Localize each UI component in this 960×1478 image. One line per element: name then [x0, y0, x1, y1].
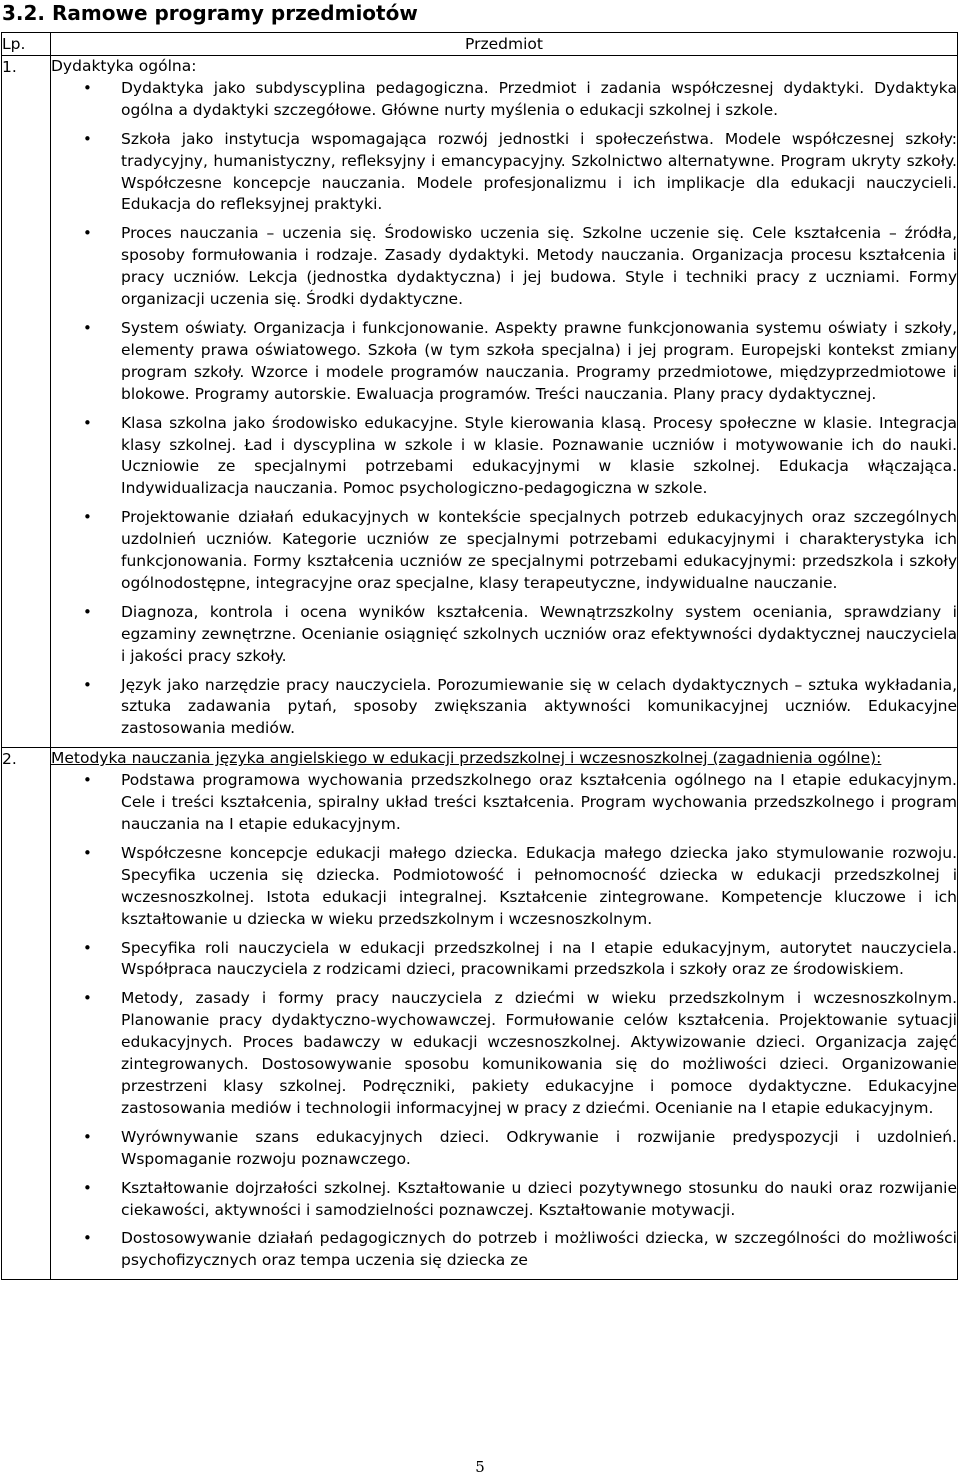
row-number: 2.: [2, 748, 51, 1280]
topic-text: Wyrównywanie szans edukacyjnych dzieci. Odkrywanie i rozwijanie predyspozycji i uzdolnień. Wspomaganie rozwoju poznawczego.: [121, 1127, 957, 1168]
topic-text: Metody, zasady i formy pracy nauczyciela z dziećmi w wieku przedszkolnym i wczesnoszkolnym. Planowanie pracy dydaktyczno-wychowawczej. Formułowanie celów kształcenia. Projektowanie sytuacji edukacyjnych. Proces badawczy w edukacji wczesnoszkolnej. Aktywizowanie dzieci. Organizacja zajęć zintegrowanych. Dostosowywanie sposobu komunikowania się do możliwości dzieci. Organizowanie przestrzeni klasy szkolnej. Podręczniki, pakiety edukacyjne i pomoce dydaktyczne. Edukacyjne zastosowania mediów i technologii informacyjnej w pracy z dziećmi. Ocenianie na I etapie edukacyjnym.: [121, 989, 957, 1117]
curriculum-table: [1, 32, 958, 1280]
bullet-icon: •: [83, 602, 92, 621]
topic-text: Proces nauczania – uczenia się. Środowisko uczenia się. Szkolne uczenie się. Cele kształcenia – źródła, sposoby formułowania i rodzaje. Zasady dydaktyki. Metody nauczania. Organizacja procesu kształcenia i pracy uczniów. Lekcja (jednostka dydaktyczna) i jej budowa. Style i techniki pracy z uczniami. Formy organizacji uczenia się. Środki dydaktyczne.: [121, 224, 957, 309]
bullet-icon: •: [83, 318, 92, 337]
list-item: [51, 223, 957, 311]
row-content: [51, 748, 958, 1280]
table-row: [2, 56, 958, 748]
topic-text: Kształtowanie dojrzałości szkolnej. Kształtowanie u dzieci pozytywnego stosunku do nauki oraz rozwijanie ciekawości, aktywności i samodzielności poznawczej. Kształtowanie motywacji.: [121, 1178, 957, 1219]
topic-text: Dostosowywanie działań pedagogicznych do potrzeb i możliwości dziecka, w szczególności do możliwości psychofizycznych oraz tempa uczenia się dziecka ze: [121, 1229, 957, 1270]
topic-text: Podstawa programowa wychowania przedszkolnego oraz kształcenia ogólnego na I etapie edukacyjnym. Cele i treści kształcenia, spiralny układ treści kształcenia. Program wychowania przedszkolnego i program nauczania na I etapie edukacyjnym.: [121, 771, 957, 833]
list-item: [51, 318, 957, 406]
bullet-icon: •: [83, 771, 92, 790]
topic-text: System oświaty. Organizacja i funkcjonowanie. Aspekty prawne funkcjonowania systemu oświaty i szkoły, elementy prawa oświatowego. Szkoła (w tym szkoła specjalna) i jej program. Europejski kontekst zmiany program szkoły. Wzorce i modele programów nauczania. Programy przedmiotowe, międzyprzedmiotowe i blokowe. Programy autorskie. Ewaluacja programów. Treści nauczania. Plany pracy dydaktycznej.: [121, 318, 957, 403]
list-item: [51, 129, 957, 217]
list-item: [51, 78, 957, 122]
row-number: 1.: [2, 56, 51, 748]
bullet-icon: •: [83, 989, 92, 1008]
topic-text: Język jako narzędzie pracy nauczyciela. Porozumiewanie się w celach dydaktycznych – sztuka wykładania, sztuka zadawania pytań, sposoby zwiększania aktywności komunikacyjnej uczniów. Edukacyjne zastosowania mediów.: [121, 675, 957, 738]
topic-text: Diagnoza, kontrola i ocena wyników kształcenia. Wewnątrzszkolny system oceniania, sprawdziany i egzaminy zewnętrzne. Ocenianie osiągnięć szkolnych uczniów oraz efektywności dydaktycznej nauczyciela i jakości pracy szkoły.: [121, 602, 957, 665]
bullet-icon: •: [83, 843, 92, 862]
list-item: [51, 1228, 957, 1272]
header-subject: Przedmiot: [51, 33, 958, 56]
bullet-icon: •: [83, 224, 92, 243]
topic-list: [51, 78, 957, 740]
bullet-icon: •: [83, 508, 92, 527]
table-row: [2, 748, 958, 1280]
bullet-icon: •: [83, 78, 92, 97]
bullet-icon: •: [83, 1127, 92, 1146]
topic-text: Szkoła jako instytucja wspomagająca rozwój jednostki i społeczeństwa. Modele współczesnej szkoły: tradycyjny, humanistyczny, refleksyjny i emancypacyjny. Szkolnictwo alternatywne. Program ukryty szkoły. Współczesne koncepcje nauczania. Modele profesjonalizmu i ich implikacje dla edukacji nauczycieli. Edukacja do refleksyjnej praktyki.: [121, 129, 957, 214]
row-content: [51, 56, 958, 748]
list-item: [51, 770, 957, 836]
list-item: [51, 843, 957, 931]
subject-title: Dydaktyka ogólna:: [51, 57, 197, 75]
topic-text: Klasa szkolna jako środowisko edukacyjne. Style kierowania klasą. Procesy społeczne w klasie. Integracja klasy szkolnej. Ład i dyscyplina w szkole i w klasie. Poznawanie uczniów i motywowanie ich do nauki. Uczniowie ze specjalnymi potrzebami edukacyjnymi w klasie szkolnej. Edukacja włączająca. Indywidualizacja nauczania. Pomoc psychologiczno-pedagogiczna w szkole.: [121, 413, 957, 498]
topic-text: Dydaktyka jako subdyscyplina pedagogiczna. Przedmiot i zadania współczesnej dydaktyki. Dydaktyka ogólna a dydaktyki szczegółowe. Główne nurty myślenia o edukacji szkolnej i szkole.: [121, 78, 957, 119]
list-item: [51, 988, 957, 1119]
list-item: [51, 938, 957, 982]
bullet-icon: •: [83, 1178, 92, 1197]
list-item: [51, 675, 957, 741]
bullet-icon: •: [83, 1229, 92, 1248]
topic-text: Specyfika roli nauczyciela w edukacji przedszkolnej i na I etapie edukacyjnym, autorytet nauczyciela. Współpraca nauczyciela z rodzicami dzieci, pracownikami przedszkola i szkoły oraz ze środowiskiem.: [121, 938, 957, 979]
topic-text: Współczesne koncepcje edukacji małego dziecka. Edukacja małego dziecka jako stymulowanie rozwoju. Specyfika uczenia się dziecka. Podmiotowość i pełnomocność dziecka w edukacji przedszkolnej i wczesnoszkolnej. Istota edukacji integralnej. Kształcenie zintegrowane. Kompetencje kluczowe i ich kształtowanie u dziecka w wieku przedszkolnym i wczesnoszkolnym.: [121, 843, 957, 928]
list-item: [51, 413, 957, 501]
list-item: [51, 602, 957, 668]
table-header-row: [2, 33, 958, 56]
bullet-icon: •: [83, 675, 92, 694]
list-item: [51, 1178, 957, 1222]
list-item: [51, 507, 957, 595]
bullet-icon: •: [83, 129, 92, 148]
header-lp: Lp.: [2, 33, 51, 56]
subject-title: Metodyka nauczania języka angielskiego w edukacji przedszkolnej i wczesnoszkolnej (zagadnienia ogólne):: [51, 749, 882, 768]
page-number: 5: [475, 1458, 485, 1476]
list-item: [51, 1127, 957, 1171]
section-heading: 3.2. Ramowe programy przedmiotów: [2, 1, 418, 25]
bullet-icon: •: [83, 413, 92, 432]
topic-list: [51, 770, 957, 1272]
topic-text: Projektowanie działań edukacyjnych w kontekście specjalnych potrzeb edukacyjnych oraz szczególnych uzdolnień uczniów. Kategorie uczniów ze specjalnymi potrzebami edukacyjnymi i charakterystyka ich funkcjonowania. Formy kształcenia uczniów ze specjalnymi potrzebami edukacyjnymi: przedszkola i szkoły ogólnodostępne, integracyjne oraz specjalne, klasy terapeutyczne, indywidualne nauczanie.: [121, 508, 957, 592]
bullet-icon: •: [83, 938, 92, 957]
